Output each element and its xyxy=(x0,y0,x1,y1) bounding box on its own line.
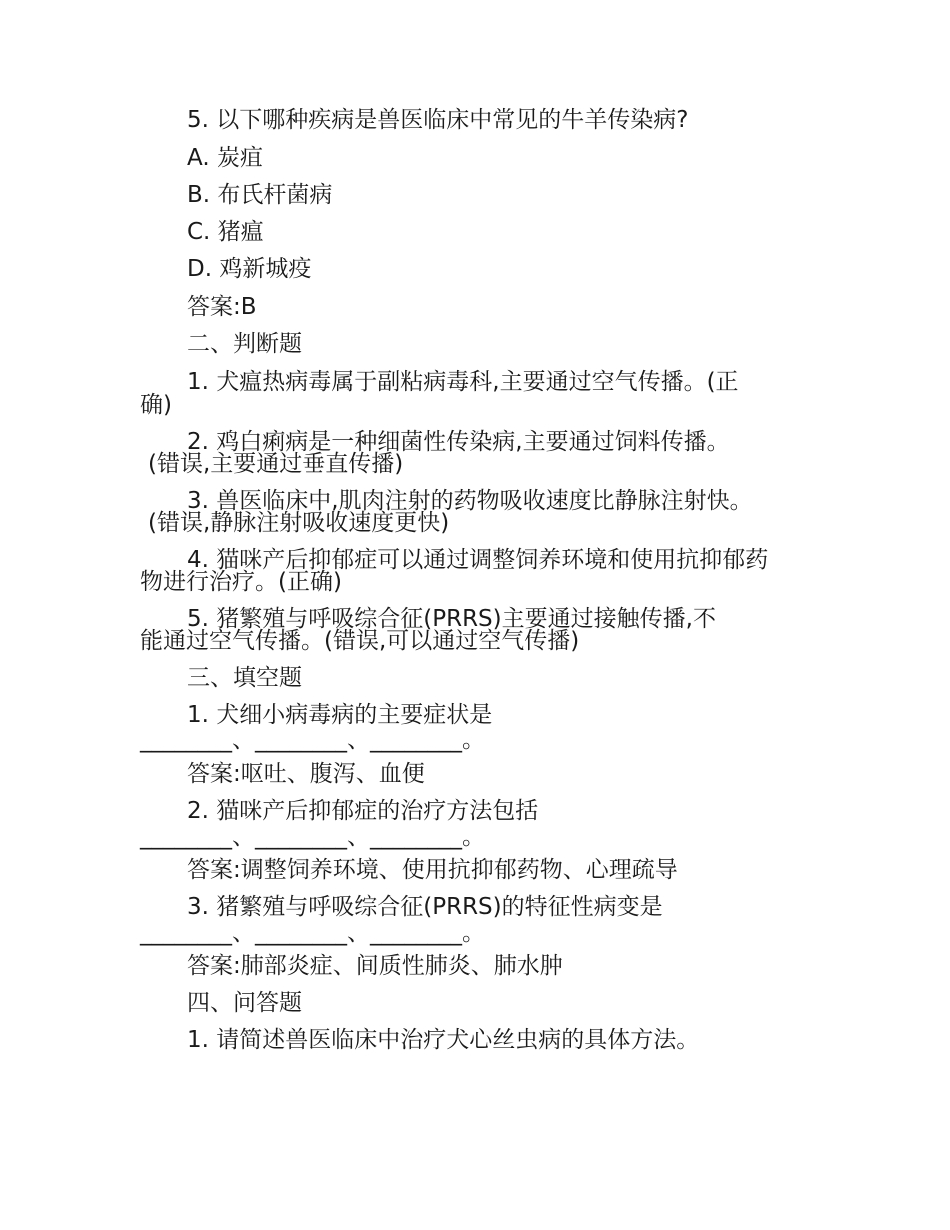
fill-3-blanks: ________、________、________。 xyxy=(140,920,485,946)
fill-1-answer: 答案:呕吐、腹泻、血便 xyxy=(187,761,425,787)
fill-2-answer: 答案:调整饲养环境、使用抗抑郁药物、心理疏导 xyxy=(187,857,678,883)
judgement-3-line1: 3. 兽医临床中,肌肉注射的药物吸收速度比静脉注射快。 xyxy=(187,488,753,514)
judgement-5-line1: 5. 猪繁殖与呼吸综合征(PRRS)主要通过接触传播,不 xyxy=(187,606,716,632)
fill-3-line1: 3. 猪繁殖与呼吸综合征(PRRS)的特征性病变是 xyxy=(187,894,663,920)
judgement-2-line1: 2. 鸡白痢病是一种细菌性传染病,主要通过饲料传播。 xyxy=(187,429,730,455)
option-d: D. 鸡新城疫 xyxy=(187,256,312,282)
fill-1-line1: 1. 犬细小病毒病的主要症状是 xyxy=(187,702,493,728)
judgement-1-line1: 1. 犬瘟热病毒属于副粘病毒科,主要通过空气传播。(正 xyxy=(187,369,739,395)
section-heading-qa: 四、问答题 xyxy=(187,990,302,1016)
section-heading-fill-blank: 三、填空题 xyxy=(187,665,302,691)
option-b: B. 布氏杆菌病 xyxy=(187,182,333,208)
question-5-text: 5. 以下哪种疾病是兽医临床中常见的牛羊传染病? xyxy=(187,107,689,133)
judgement-5-line2: 能通过空气传播。(错误,可以通过空气传播) xyxy=(140,628,580,654)
fill-2-line1: 2. 猫咪产后抑郁症的治疗方法包括 xyxy=(187,798,539,824)
fill-3-answer: 答案:肺部炎症、间质性肺炎、肺水肿 xyxy=(187,953,563,979)
question-5-answer: 答案:B xyxy=(187,294,257,320)
judgement-3-line2: (错误,静脉注射吸收速度更快) xyxy=(148,510,450,536)
section-heading-judgement: 二、判断题 xyxy=(187,331,302,357)
judgement-2-line2: (错误,主要通过垂直传播) xyxy=(148,451,404,477)
fill-2-blanks: ________、________、________。 xyxy=(140,824,485,850)
fill-1-blanks: ________、________、________。 xyxy=(140,727,485,753)
judgement-1-line2: 确) xyxy=(140,392,172,418)
option-a: A. 炭疽 xyxy=(187,145,263,171)
option-c: C. 猪瘟 xyxy=(187,219,264,245)
judgement-4-line1: 4. 猫咪产后抑郁症可以通过调整饲养环境和使用抗抑郁药 xyxy=(187,547,769,573)
judgement-4-line2: 物进行治疗。(正确) xyxy=(140,569,342,595)
qa-1-text: 1. 请简述兽医临床中治疗犬心丝虫病的具体方法。 xyxy=(187,1027,700,1053)
